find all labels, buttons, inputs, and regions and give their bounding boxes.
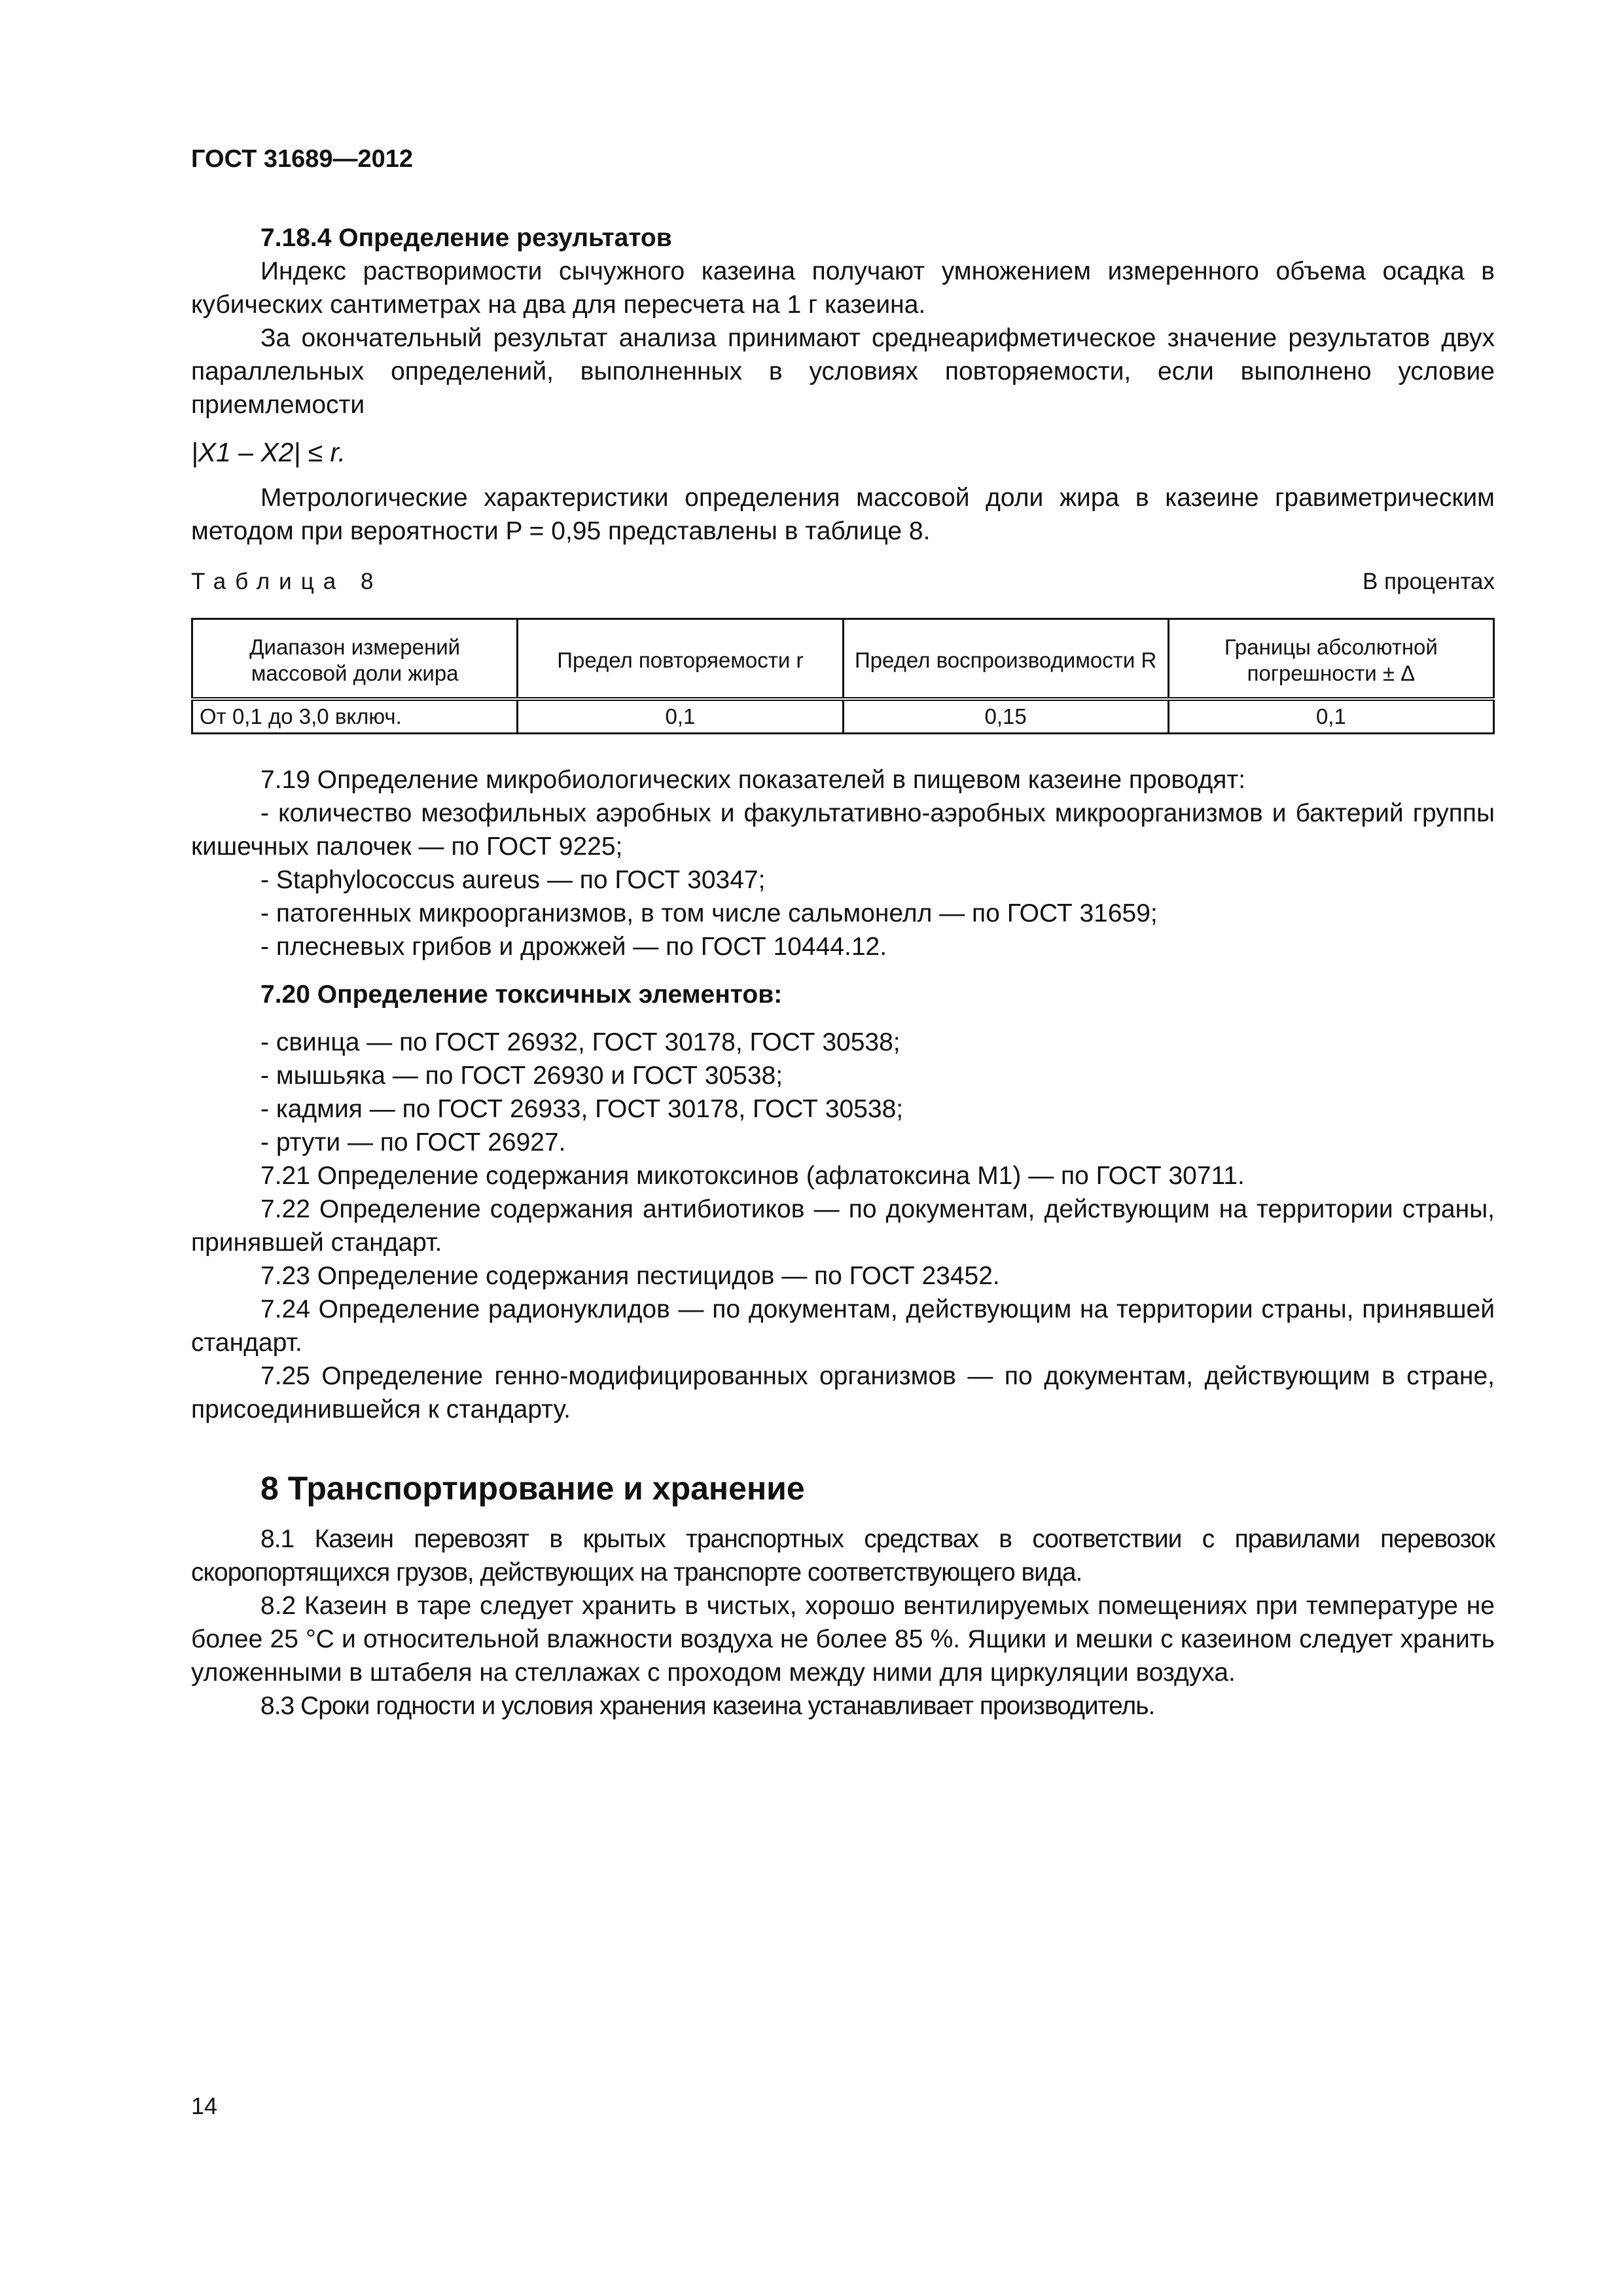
page-content	[191, 221, 1495, 1723]
section-7-18-4-heading: 7.18.4 Определение результатов	[260, 224, 672, 252]
paragraph-8-3: 8.3 Сроки годности и условия хранения казеина устанавливает производитель.	[260, 1692, 1155, 1720]
header-range: Диапазон измерений массовой доли жира	[192, 619, 518, 700]
list-item: - количество мезофильных аэробных и факультативно-аэробных микроорганизмов и бактерий группы кишечных палочек — по ГОСТ 9225;	[191, 799, 1495, 861]
cell-reproducibility: 0,15	[843, 699, 1168, 734]
paragraph-7-25: 7.25 Определение генно-модифицированных организмов — по документам, действующим в стране, присоединившейся к стандарту.	[191, 1362, 1495, 1424]
paragraph-7-23: 7.23 Определение содержания пестицидов — по ГОСТ 23452.	[260, 1262, 1000, 1290]
cell-range: От 0,1 до 3,0 включ.	[192, 699, 518, 734]
header-reproducibility: Предел воспроизводимости R	[843, 619, 1168, 700]
paragraph-7-22: 7.22 Определение содержания антибиотиков — по документам, действующим на территории страны, принявшей стандарт.	[191, 1195, 1495, 1257]
section-8-heading: 8 Транспортирование и хранение	[260, 1470, 805, 1507]
paragraph-metrological: Метрологические характеристики определения массовой доли жира в казеине гравиметрическим методом при вероятности P = 0,95 представлены в таблице 8.	[191, 484, 1495, 545]
header-error-bounds: Границы абсолютной погрешности ± Δ	[1168, 619, 1493, 700]
page-number: 14	[191, 2092, 218, 2119]
paragraph-solubility-index: Индекс растворимости сычужного казеина получают умножением измеренного объема осадка в кубических сантиметрах на два для пересчета на 1 г казеина.	[191, 257, 1495, 319]
paragraph-final-result: За окончательный результат анализа принимают среднеарифметическое значение результатов двух параллельных определений, выполненных в условиях повторяемости, если выполнено условие приемлемости	[191, 324, 1495, 419]
section-7-20-heading: 7.20 Определение токсичных элементов:	[260, 980, 783, 1009]
paragraph-7-21: 7.21 Определение содержания микотоксинов (афлатоксина M1) — по ГОСТ 30711.	[260, 1162, 1245, 1190]
formula-text: |X1 – X2| ≤ r.	[191, 437, 346, 467]
list-item: - ртути — по ГОСТ 26927.	[260, 1128, 566, 1157]
list-item: - плесневых грибов и дрожжей — по ГОСТ 10444.12.	[260, 933, 887, 961]
paragraph-7-24: 7.24 Определение радионуклидов — по документам, действующим на территории страны, принявшей стандарт.	[191, 1295, 1495, 1357]
table-header-row	[192, 619, 1494, 700]
header-repeatability: Предел повторяемости r	[518, 619, 843, 700]
table-row	[192, 699, 1494, 734]
table-label: Таблица 8	[191, 569, 383, 594]
table-8	[191, 618, 1495, 734]
list-item: - мышьяка — по ГОСТ 26930 и ГОСТ 30538;	[260, 1062, 783, 1090]
cell-error-bounds: 0,1	[1168, 699, 1493, 734]
list-item: - патогенных микроорганизмов, в том числе сальмонелл — по ГОСТ 31659;	[260, 899, 1158, 927]
table-caption-row	[191, 565, 1495, 598]
paragraph-8-2: 8.2 Казеин в таре следует хранить в чистых, хорошо вентилируемых помещениях при температуре не более 25 °С и относительной влажности воздуха не более 85 %. Ящики и мешки с казеином следует хранить уложенными в штабеля на стеллажах с проходом между ними для циркуляции воздуха.	[191, 1592, 1495, 1687]
table-units: В процентах	[1362, 569, 1495, 594]
acceptance-formula	[191, 436, 1495, 469]
section-7-19-intro: 7.19 Определение микробиологических показателей в пищевом казеине проводят:	[260, 766, 1246, 794]
paragraph-8-1: 8.1 Казеин перевозят в крытых транспортных средствах в соответствии с правилами перевозок скоропортящихся грузов, действующих на транспорте соответствующего вида.	[191, 1525, 1495, 1587]
list-item: - кадмия — по ГОСТ 26933, ГОСТ 30178, ГОСТ 30538;	[260, 1095, 904, 1123]
list-item: - свинца — по ГОСТ 26932, ГОСТ 30178, ГОСТ 30538;	[260, 1028, 901, 1056]
document-header: ГОСТ 31689—2012	[191, 145, 414, 173]
cell-repeatability: 0,1	[518, 699, 843, 734]
list-item: - Staphylococcus aureus — по ГОСТ 30347;	[260, 866, 766, 894]
